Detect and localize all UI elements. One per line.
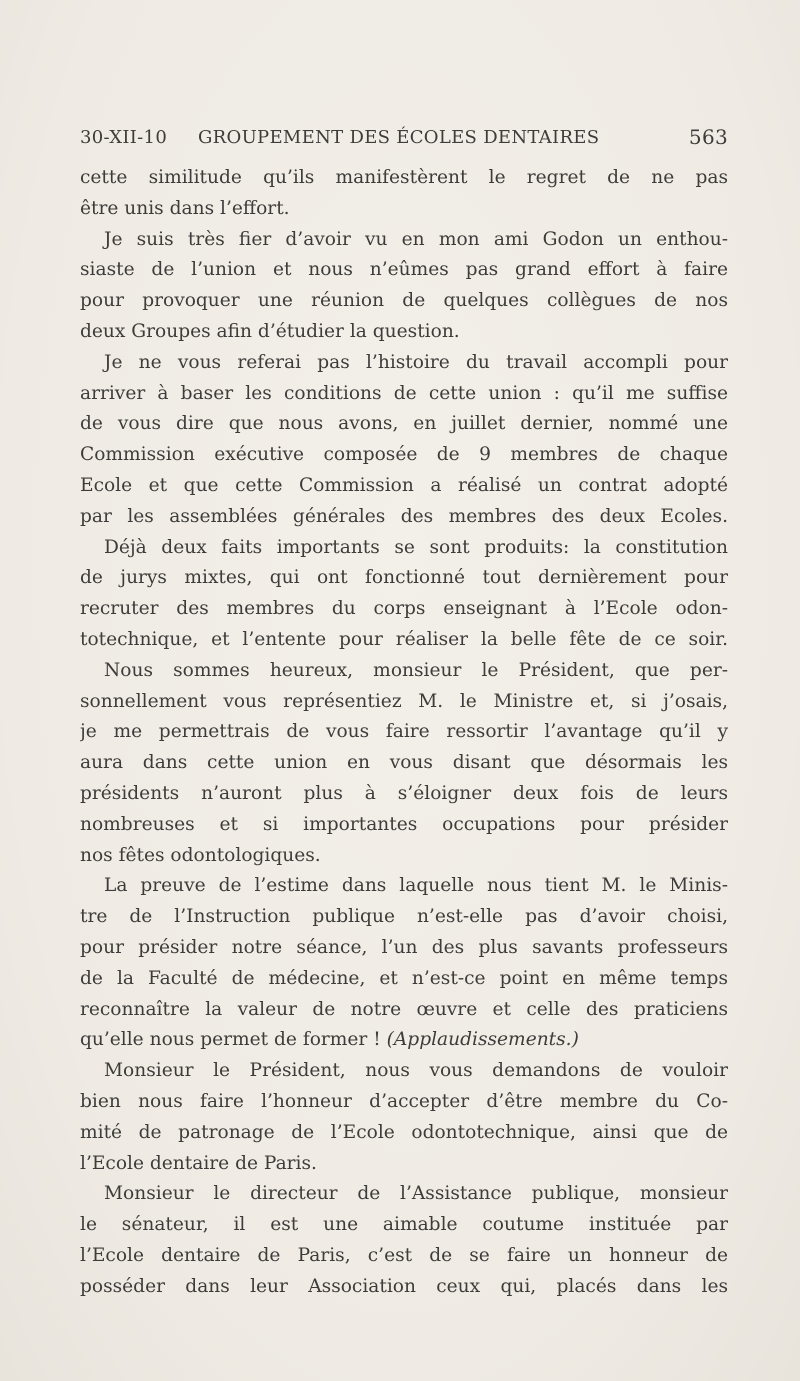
applause-note: (Applaudissements.) xyxy=(386,1029,579,1051)
text-line: pour présider notre séance, l’un des plus savants professeurs xyxy=(80,936,728,958)
text-line: pour provoquer une réunion de quelques collègues de nos xyxy=(80,290,728,312)
text-line: présidents n’auront plus à s’éloigner deux fois de leurs xyxy=(80,782,728,804)
text-line: Nous sommes heureux, monsieur le Président, que per- xyxy=(104,659,728,681)
paragraph xyxy=(80,533,728,656)
paragraph xyxy=(80,1056,728,1179)
text-line xyxy=(80,1025,728,1056)
text-line: être unis dans l’effort. xyxy=(80,197,290,219)
paragraph xyxy=(80,1179,728,1302)
text-line: Monsieur le directeur de l’Assistance publique, monsieur xyxy=(104,1183,728,1205)
text-line: Commission exécutive composée de 9 membres de chaque xyxy=(80,444,728,466)
text-line: nos fêtes odontologiques. xyxy=(80,844,321,866)
text-line: Je ne vous referai pas l’histoire du travail accompli pour xyxy=(104,351,728,373)
text-line: bien nous faire l’honneur d’accepter d’être membre du Co- xyxy=(80,1090,728,1112)
text-line: Je suis très fier d’avoir vu en mon ami Godon un enthou- xyxy=(104,228,728,250)
text-line: de jurys mixtes, qui ont fonctionné tout dernièrement pour xyxy=(80,567,728,589)
header-date: 30-XII-10 xyxy=(80,127,168,148)
header-title: GROUPEMENT DES ÉCOLES DENTAIRES xyxy=(198,127,600,148)
text-line: tre de l’Instruction publique n’est-elle pas d’avoir choisi, xyxy=(80,906,728,928)
text-line: La preuve de l’estime dans laquelle nous tient M. le Minis- xyxy=(104,875,728,897)
text-line: deux Groupes afin d’étudier la question. xyxy=(80,320,460,342)
running-header xyxy=(80,125,728,155)
text-line: sonnellement vous représentiez M. le Ministre et, si j’osais, xyxy=(80,690,728,712)
text-line: reconnaître la valeur de notre œuvre et celle des praticiens xyxy=(80,998,728,1020)
text-line: Ecole et que cette Commission a réalisé un contrat adopté xyxy=(80,474,728,496)
text-line: nombreuses et si importantes occupations pour présider xyxy=(80,813,728,835)
text-line: par les assemblées générales des membres des deux Ecoles. xyxy=(80,505,728,527)
page-number: 563 xyxy=(688,125,728,149)
text-line: de la Faculté de médecine, et n’est-ce point en même temps xyxy=(80,967,728,989)
text-line: l’Ecole dentaire de Paris, c’est de se faire un honneur de xyxy=(80,1244,728,1266)
text-line: recruter des membres du corps enseignant à l’Ecole odon- xyxy=(80,598,728,620)
text-line: cette similitude qu’ils manifestèrent le regret de ne pas xyxy=(80,167,728,188)
text-line: le sénateur, il est une aimable coutume instituée par xyxy=(80,1214,728,1236)
paragraph xyxy=(80,163,728,225)
text-line: posséder dans leur Association ceux qui, placés dans les xyxy=(80,1275,728,1297)
text-line: arriver à baser les conditions de cette union : qu’il me suffise xyxy=(80,382,728,404)
text-line: l’Ecole dentaire de Paris. xyxy=(80,1152,317,1174)
paragraph xyxy=(80,656,728,872)
text-line-main: qu’elle nous permet de former ! xyxy=(80,1029,381,1051)
text-line: Déjà deux faits importants se sont produits: la constitution xyxy=(104,536,728,558)
text-line: je me permettrais de vous faire ressortir l’avantage qu’il y xyxy=(80,721,728,743)
paragraph xyxy=(80,225,728,348)
text-line: Monsieur le Président, nous vous demandons de vouloir xyxy=(104,1060,728,1082)
text-line: de vous dire que nous avons, en juillet dernier, nommé une xyxy=(80,413,728,435)
paragraph xyxy=(80,871,728,1056)
text-line: totechnique, et l’entente pour réaliser la belle fête de ce soir. xyxy=(80,628,728,650)
text-line: aura dans cette union en vous disant que désormais les xyxy=(80,752,728,774)
text-line: siaste de l’union et nous n’eûmes pas grand effort à faire xyxy=(80,259,728,281)
paragraph xyxy=(80,348,728,533)
text-line: mité de patronage de l’Ecole odontotechnique, ainsi que de xyxy=(80,1121,728,1143)
page-body xyxy=(80,163,728,1302)
